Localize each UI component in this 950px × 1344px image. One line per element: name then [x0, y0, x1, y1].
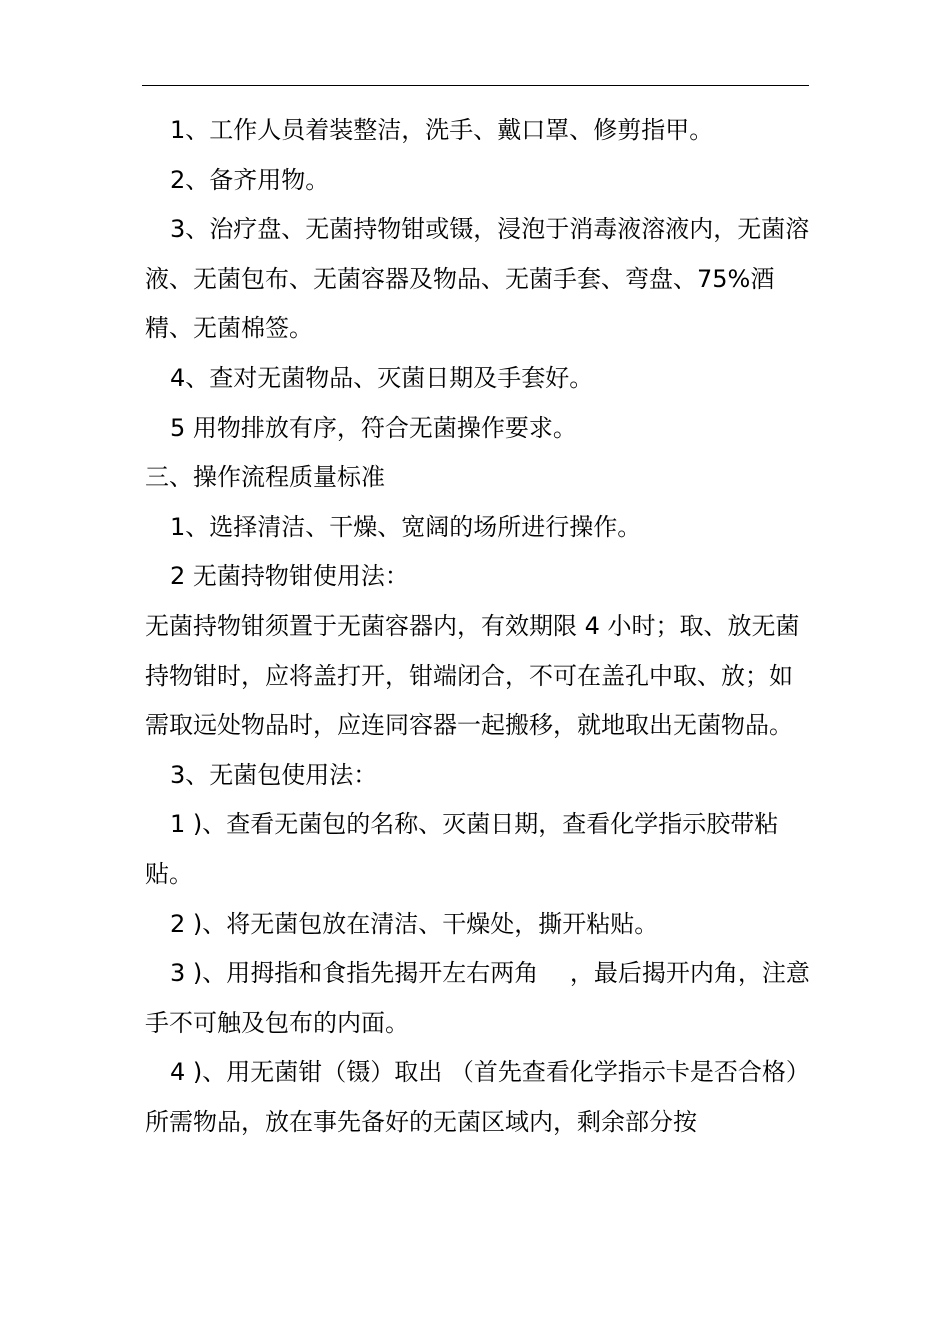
paragraph: 1 )、查看无菌包的名称、灭菌日期，查看化学指示胶带粘贴。: [145, 810, 779, 888]
paragraph: 3 )、用拇指和食指先揭开左右两角 ，最后揭开内角，注意手不可触及包布的内面。: [145, 959, 810, 1037]
paragraph: 4 )、用无菌钳（镊）取出 （首先查看化学指示卡是否合格） 所需物品，放在事先备好的无菌区域内，剩余部分按: [145, 1058, 810, 1136]
paragraph: 3、治疗盘、无菌持物钳或镊，浸泡于消毒液溶液内，无菌溶液、无菌包布、无菌容器及物品、无菌手套、弯盘、75%酒精、无菌棉签。: [145, 215, 810, 343]
document-body: [145, 106, 810, 1147]
section-heading: 三、操作流程质量标准: [145, 463, 385, 492]
paragraph: 4、查对无菌物品、灭菌日期及手套好。: [170, 363, 594, 392]
paragraph: 2 )、将无菌包放在清洁、干燥处，撕开粘贴。: [170, 909, 659, 938]
paragraph: 无菌持物钳须置于无菌容器内，有效期限 4 小时；取、放无菌持物钳时，应将盖打开，钳端闭合，不可在盖孔中取、放；如需取远处物品时，应连同容器一起搬移，就地取出无菌物品。: [145, 611, 800, 740]
paragraph: 1、工作人员着装整洁，洗手、戴口罩、修剪指甲。: [170, 116, 714, 144]
header-rule: [142, 85, 809, 86]
paragraph: 2 无菌持物钳使用法：: [170, 562, 409, 591]
paragraph: 5 用物排放有序，符合无菌操作要求。: [170, 413, 577, 442]
paragraph: 3、无菌包使用法：: [170, 760, 378, 789]
paragraph: 2、备齐用物。: [170, 165, 330, 194]
paragraph: 1、选择清洁、干燥、宽阔的场所进行操作。: [170, 512, 642, 541]
